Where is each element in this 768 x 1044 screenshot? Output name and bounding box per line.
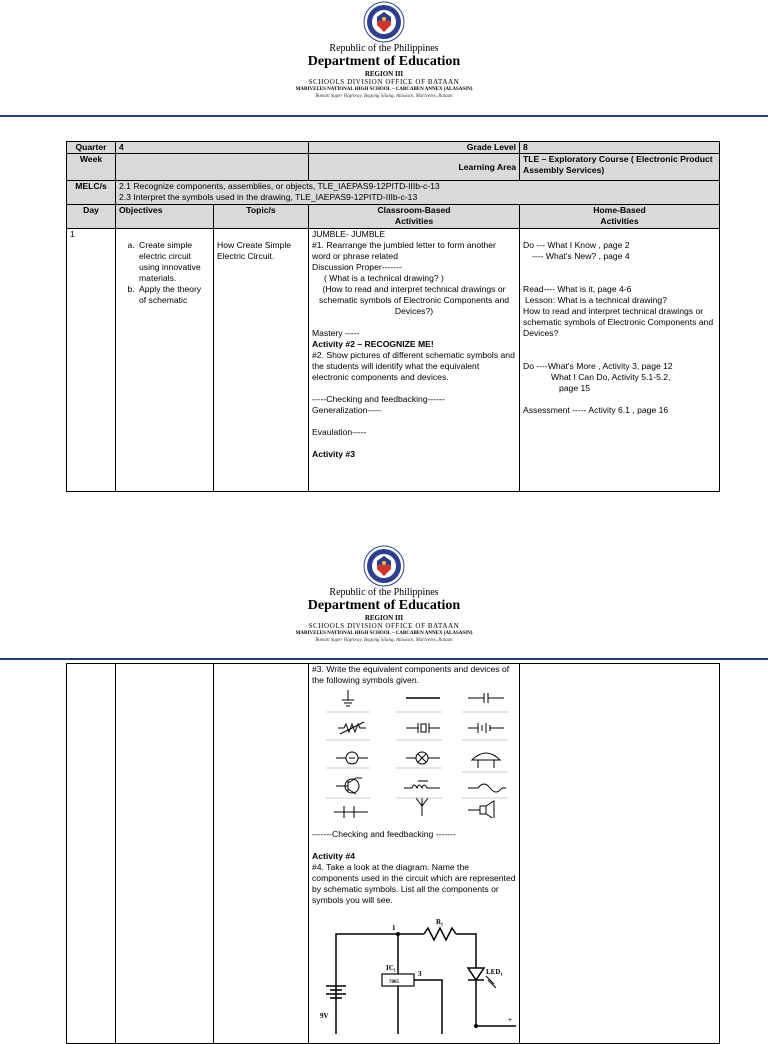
circuit-diagram bbox=[316, 914, 516, 1034]
home-activities-cell bbox=[520, 229, 720, 492]
page1-header bbox=[0, 0, 768, 100]
quarter-value: 4 bbox=[116, 142, 309, 154]
col-home-header-line1: Home-Based bbox=[593, 205, 646, 215]
objectives-cell bbox=[116, 664, 214, 1044]
node-1-label: 1 bbox=[392, 924, 396, 932]
voltmeter-symbol-icon bbox=[336, 752, 368, 764]
classroom-line: (How to read and interpret technical drawings or schematic symbols of Electronic Components and Devices?) bbox=[318, 284, 510, 316]
lamp-symbol-icon bbox=[406, 752, 440, 764]
resistor-label: R₁ bbox=[436, 918, 444, 926]
activity-4-title: Activity #4 bbox=[312, 851, 355, 861]
battery-symbol-icon bbox=[468, 723, 504, 733]
variable-resistor-symbol-icon bbox=[338, 722, 366, 734]
activity-4-instruction: #4. Take a look at the diagram. Name the components used in the circuit which are represented by schematic symbols. List all the components or symbols you will see. bbox=[312, 862, 516, 905]
classroom-line: Discussion Proper------- bbox=[312, 262, 402, 272]
classroom-line: ( What is a technical drawing? ) bbox=[324, 273, 444, 283]
quarter-label: Quarter bbox=[67, 142, 116, 154]
melc-item-1: 2.1 Recognize components, assemblies, or objects, TLE_IAEPAS9-12PITD-IIIb-c-13 bbox=[119, 181, 440, 191]
schematic-symbols-grid bbox=[318, 688, 518, 818]
republic-text: Republic of the Philippines bbox=[329, 587, 439, 598]
capacitor-symbol-icon bbox=[468, 693, 504, 703]
col-home-header-line2: Activities bbox=[600, 216, 639, 226]
inductor-symbol-icon bbox=[404, 781, 440, 788]
classroom-line: #1. Rearrange the jumbled letter to form another word or phrase related bbox=[312, 240, 496, 261]
week-value bbox=[116, 154, 309, 181]
antenna-symbol-icon bbox=[416, 798, 428, 816]
department-title: Department of Education bbox=[307, 54, 461, 69]
republic-text: Republic of the Philippines bbox=[329, 43, 439, 54]
crystal-symbol-icon bbox=[406, 723, 440, 733]
plus-label: + bbox=[508, 1016, 512, 1024]
school-name: MARIVELES NATIONAL HIGH SCHOOL – CABCABEN ANNEX (ALASASIN) bbox=[295, 87, 473, 92]
speaker-symbol-icon bbox=[468, 801, 494, 818]
grade-level-value: 8 bbox=[520, 142, 720, 154]
col-classroom-header-line1: Classroom-Based bbox=[377, 205, 451, 215]
header-rule bbox=[0, 658, 768, 660]
col-classroom-header-line2: Activities bbox=[394, 216, 434, 226]
melc-item-2: 2.3 Interpret the symbols used in the drawing, TLE_IAEPAS9-12PITD-IIIb-c-13 bbox=[119, 192, 418, 202]
week-label: Week bbox=[67, 154, 116, 181]
transistor-symbol-icon bbox=[336, 778, 362, 794]
classroom-line: JUMBLE- JUMBLE bbox=[312, 229, 386, 239]
home-line: Do --- What I Know , page 2 bbox=[523, 240, 630, 250]
topic-text: How Create Simple Electric Circuit. bbox=[217, 240, 292, 261]
day-cell bbox=[67, 664, 116, 1044]
home-line: What I Can Do, Activity 5.1-5.2, bbox=[551, 372, 671, 382]
home-activities-cell bbox=[520, 664, 720, 1044]
day-cell: 1 bbox=[67, 229, 116, 492]
resistor-symbol-icon bbox=[424, 928, 456, 940]
battery-label: 9V bbox=[320, 1012, 329, 1020]
topic-cell bbox=[214, 664, 309, 1044]
learning-area-value: TLE – Exploratory Course ( Electronic Product Assembly Services) bbox=[520, 154, 720, 181]
home-line: Read---- What is it, page 4-6 bbox=[523, 284, 632, 294]
classroom-activities-cell bbox=[309, 229, 520, 492]
melc-cell bbox=[116, 181, 720, 205]
activity-2-title: Activity #2 – RECOGNIZE ME! bbox=[312, 339, 434, 349]
activity-3-title: Activity #3 bbox=[312, 449, 355, 459]
home-line: Do ----What's More , Activity 3, page 12 bbox=[523, 361, 673, 371]
ic-label: IC₁ bbox=[386, 964, 396, 972]
table-row bbox=[67, 664, 720, 1044]
home-line: ---- What's New? , page 4 bbox=[532, 251, 630, 261]
division-text: SCHOOLS DIVISION OFFICE OF BATAAN bbox=[308, 78, 460, 86]
classroom-line: Evaulation----- bbox=[312, 427, 367, 437]
bell-symbol-icon bbox=[472, 753, 500, 768]
objective-item: b. Apply the theory of schematic bbox=[137, 284, 210, 306]
table-row bbox=[67, 229, 720, 492]
division-text: SCHOOLS DIVISION OFFICE OF BATAAN bbox=[308, 622, 460, 630]
grade-level-label: Grade Level bbox=[309, 142, 520, 154]
home-line: Lesson: What is a technical drawing? bbox=[525, 295, 667, 305]
col-topics-header: Topic/s bbox=[214, 205, 309, 229]
home-line: page 15 bbox=[559, 383, 591, 393]
classroom-line: #2. Show pictures of different schematic symbols and the students will identify what the equivalent electronic components and devices. bbox=[312, 350, 515, 382]
col-day-header: Day bbox=[67, 205, 116, 229]
classroom-line: -----Checking and feedbacking------ bbox=[312, 394, 445, 404]
lesson-plan-table-continued bbox=[66, 663, 720, 1044]
checking-feedback-line: -------Checking and feedbacking ------- bbox=[312, 829, 456, 839]
region-text: REGION III bbox=[364, 70, 404, 78]
home-line: Assessment ----- Activity 6.1 , page 16 bbox=[523, 405, 669, 415]
ic-part-number: 7805 bbox=[389, 980, 399, 985]
col-home-header bbox=[520, 205, 720, 229]
switch-symbol-icon bbox=[334, 806, 368, 818]
classroom-line: Generalization----- bbox=[312, 405, 382, 415]
school-name: MARIVELES NATIONAL HIGH SCHOOL – CABCABEN ANNEX (ALASASIN) bbox=[295, 631, 473, 636]
activity-3-instruction: #3. Write the equivalent components and devices of the following symbols given. bbox=[312, 664, 510, 685]
classroom-line: Mastery ----- bbox=[312, 328, 360, 338]
deped-seal-icon bbox=[363, 1, 405, 43]
home-line: How to read and interpret technical drawings or schematic symbols of Electronic Components and Devices? bbox=[523, 306, 714, 338]
led-label: LED₁ bbox=[486, 968, 503, 976]
fuse-symbol-icon bbox=[468, 784, 506, 792]
page2-header bbox=[0, 545, 768, 644]
objectives-list bbox=[119, 240, 210, 306]
node-3-label: 3 bbox=[418, 970, 422, 978]
header-rule bbox=[0, 115, 768, 117]
learning-area-label: Learning Area bbox=[309, 154, 520, 181]
led-symbol-icon bbox=[468, 968, 484, 980]
lesson-plan-table bbox=[66, 141, 720, 492]
deped-seal-icon bbox=[363, 545, 405, 587]
classroom-activities-cell bbox=[309, 664, 520, 1044]
objective-item: a. Create simple electric circuit using innovative materials. bbox=[137, 240, 210, 284]
objectives-cell bbox=[116, 229, 214, 492]
col-objectives-header: Objectives bbox=[116, 205, 214, 229]
col-classroom-header bbox=[309, 205, 520, 229]
school-address: Roman Super Highway, Bagong Silang, Alasasin, Mariveles, Bataan bbox=[315, 94, 453, 99]
topic-cell bbox=[214, 229, 309, 492]
melc-label: MELC/s bbox=[67, 181, 116, 205]
department-title: Department of Education bbox=[307, 598, 461, 613]
school-address: Roman Super Highway, Bagong Silang, Alasasin, Mariveles, Bataan bbox=[315, 638, 453, 643]
region-text: REGION III bbox=[364, 614, 404, 622]
ground-symbol-icon bbox=[342, 690, 354, 706]
